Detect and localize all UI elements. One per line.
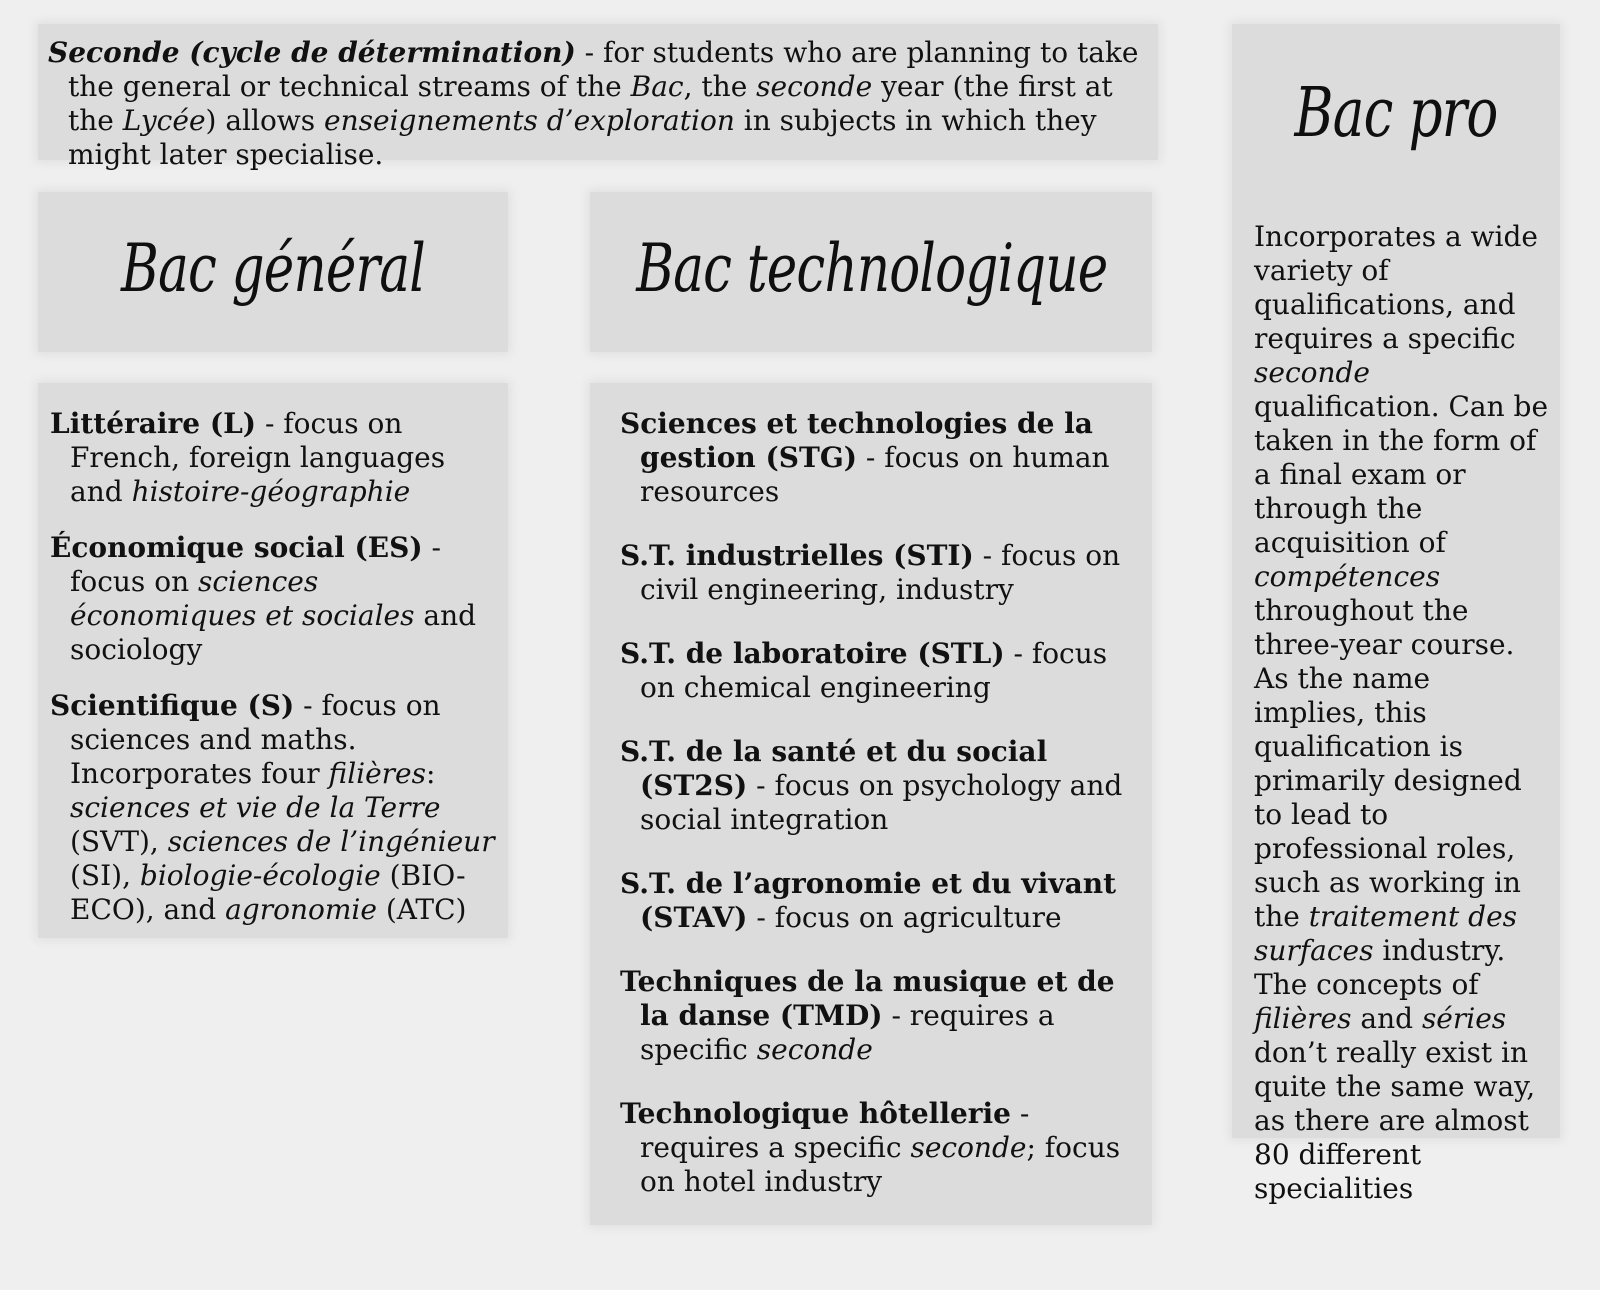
entry-name: Technologique hôtellerie: [620, 1097, 1011, 1130]
intro-text-part: , the: [683, 70, 757, 103]
entry-name: Techniques de la musique et de la danse (TMD): [620, 965, 1115, 1032]
entry-italic: agronomie: [225, 893, 377, 926]
bac-technologique-title: Bac technologique: [636, 230, 1108, 307]
entry-italic: seconde: [756, 1033, 873, 1066]
pro-text-italic: seconde: [1254, 356, 1371, 389]
pro-text-part: and: [1351, 1002, 1422, 1035]
entry-italic: seconde: [910, 1131, 1027, 1164]
list-item-stav: [620, 867, 1142, 935]
list-item-stl: [620, 637, 1142, 705]
entry-text: - requires a specific: [640, 1097, 1030, 1164]
entry-text: :: [426, 757, 436, 790]
pro-text-part: qualification. Can be taken in the form of a final exam or through the acquisition of: [1254, 390, 1549, 559]
entry-name: Littéraire (L): [50, 407, 257, 440]
pro-text-italic: séries: [1421, 1002, 1507, 1035]
entry-name: S.T. de l’agronomie et du vivant (STAV): [620, 867, 1117, 934]
intro-text-italic: enseignements d’exploration: [324, 104, 735, 137]
bac-general-title: Bac général: [121, 230, 425, 307]
entry-name: Économique social (ES): [50, 531, 423, 564]
intro-text-part: year (the first at the: [68, 70, 1113, 137]
intro-text-part: - for students who are planning to take the general or technical streams of the: [68, 36, 1139, 103]
bac-pro-box: [1232, 24, 1560, 1205]
entry-text: - focus on: [70, 531, 441, 598]
list-item-tmd: [620, 965, 1142, 1067]
entry-text: - focus on sciences and maths. Incorporates four: [70, 689, 441, 790]
entry-name: S.T. industrielles (STI): [620, 539, 974, 572]
bac-pro-description: [1254, 220, 1550, 1206]
intro-text-italic: seconde: [756, 70, 873, 103]
pro-text-italic: filières: [1254, 1002, 1352, 1035]
entry-name: Sciences et technologies de la gestion (STG): [620, 407, 1093, 474]
list-item-sti: [620, 539, 1142, 607]
pro-text-part: Incorporates a wide variety of qualifications, and requires a specific: [1254, 220, 1538, 355]
intro-text: [48, 36, 1148, 172]
entry-italic: biologie-écologie: [139, 859, 381, 892]
entry-text: - focus on civil engineering, industry: [640, 539, 1121, 606]
pro-text-part: throughout the three-year course. As the name implies, this qualification is primarily designed to lead to professional roles, such as working in the: [1254, 594, 1522, 933]
entry-name: Scientifique (S): [50, 689, 295, 722]
entry-text: (ATC): [376, 893, 467, 926]
intro-box: [38, 24, 1158, 171]
bac-technologique-header: [590, 192, 1152, 352]
entry-text: (SI),: [70, 859, 140, 892]
entry-text: - focus on agriculture: [747, 901, 1062, 934]
entry-text: ; focus on hotel industry: [640, 1131, 1121, 1198]
list-item-hotellerie: [620, 1097, 1142, 1199]
entry-text: - focus on chemical engineering: [640, 637, 1108, 704]
entry-italic: histoire-géographie: [131, 475, 411, 508]
entry-text: - focus on psychology and social integration: [640, 769, 1123, 836]
entry-name: S.T. de la santé et du social (ST2S): [620, 735, 1048, 802]
entry-text: - requires a specific: [640, 999, 1055, 1066]
entry-name: S.T. de laboratoire (STL): [620, 637, 1005, 670]
intro-text-italic: Lycée: [122, 104, 206, 137]
list-item-scientifique: [50, 689, 498, 927]
pro-text-italic: compétences: [1254, 560, 1441, 593]
list-item-stg: [620, 407, 1142, 509]
list-item-st2s: [620, 735, 1142, 837]
bac-general-list: [38, 383, 508, 938]
entry-text: (SVT),: [70, 825, 168, 858]
entry-text: and sociology: [70, 599, 477, 666]
entry-italic: sciences et vie de la Terre: [70, 791, 441, 824]
entry-text: - focus on French, foreign languages and: [70, 407, 446, 508]
intro-text-italic: Bac: [630, 70, 684, 103]
bac-pro-title: Bac pro: [1294, 74, 1498, 153]
list-item-economique-social: [50, 531, 498, 667]
entry-italic: sciences économiques et sociales: [70, 565, 415, 632]
entry-text: - focus on human resources: [640, 441, 1110, 508]
entry-text: (BIO-ECO), and: [70, 859, 466, 926]
pro-text-italic: traitement des surfaces: [1254, 900, 1518, 967]
pro-text-part: industry. The concepts of: [1254, 934, 1506, 1001]
bac-technologique-list: [590, 383, 1152, 1225]
pro-text-part: don’t really exist in quite the same way, as there are almost 80 different specialities: [1254, 1036, 1536, 1205]
intro-text-part: ) allows: [205, 104, 325, 137]
entry-italic: filières: [328, 757, 426, 790]
bac-general-header: [38, 192, 508, 352]
entry-italic: sciences de l’ingénieur: [167, 825, 495, 858]
intro-text-part: in subjects in which they might later specialise.: [68, 104, 1097, 171]
list-item-litteraire: [50, 407, 498, 509]
intro-term: Seconde (cycle de détermination): [48, 36, 576, 69]
